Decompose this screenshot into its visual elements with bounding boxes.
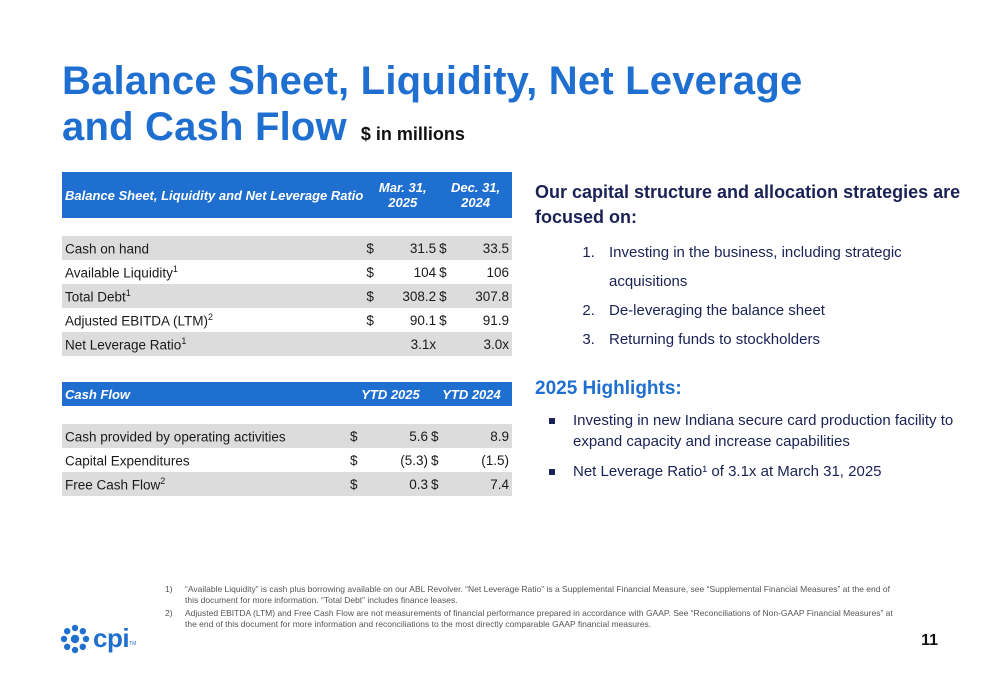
cash-flow-table [62, 382, 512, 496]
row-label: Free Cash Flow$^2$ [65, 475, 166, 493]
title-line-2: and Cash Flow [62, 105, 347, 149]
footnote [165, 584, 900, 606]
footnote [165, 608, 900, 630]
balance-table-header [62, 172, 512, 218]
value-mar-2025: 90.1 [409, 312, 437, 328]
dollar-sign: $ [439, 288, 447, 304]
value-dec-2024: 33.5 [482, 240, 509, 256]
table-row [62, 284, 512, 308]
value-dec-2024: 91.9 [482, 312, 509, 328]
footnote-number: 2) [165, 608, 173, 618]
col-header-dec-2024: Dec. 31, 2024 [439, 172, 512, 218]
square-bullet-icon [549, 469, 555, 475]
table-spacer [62, 406, 512, 424]
col-header-ytd-2025: YTD 2025 [350, 382, 431, 406]
value-ytd-2025: (5.3) [400, 452, 428, 468]
table-row [62, 332, 512, 356]
table-row [62, 260, 512, 284]
square-bullet-icon [549, 418, 555, 424]
table-row [62, 424, 512, 448]
value-dec-2024: 106 [486, 264, 509, 280]
dollar-sign: $ [439, 264, 447, 280]
dollar-sign: $ [431, 476, 439, 492]
value-mar-2025: 104 [413, 264, 437, 280]
dollar-sign: $ [366, 312, 374, 328]
dollar-sign: $ [350, 452, 358, 468]
value-mar-2025: 3.1x [410, 336, 437, 352]
value-ytd-2024: 8.9 [490, 428, 509, 444]
value-ytd-2025: 5.6 [409, 428, 428, 444]
col-header-ytd-2024: YTD 2024 [431, 382, 512, 406]
value-ytd-2024: 7.4 [490, 476, 509, 492]
footnote-text: Adjusted EBITDA (LTM) and Free Cash Flow are not measurements of financial performance prepared in accordance with GAAP. See “Reconciliations of Non-GAAP Financial Measures” at the end of this document for more information and reconciliations to the most directly comparable GAAP financial measures. [185, 608, 893, 629]
trademark-mark: TM [129, 641, 137, 647]
table-row [62, 472, 512, 496]
col-header-mar-2025: Mar. 31, 2025 [366, 172, 439, 218]
list-item: 1. Investing in the business, including strategic acquisitions [599, 238, 975, 296]
list-item: Net Leverage Ratio¹ of 3.1x at March 31, 2025 [549, 461, 975, 482]
list-item: 3. Returning funds to stockholders [599, 325, 975, 354]
dollar-sign: $ [350, 476, 358, 492]
cpi-logo [60, 623, 136, 654]
list-item: Investing in new Indiana secure card production facility to expand capacity and increase capabilities [549, 410, 975, 452]
value-ytd-2024: (1.5) [481, 452, 509, 468]
footnotes [165, 584, 900, 632]
title-line-1: Balance Sheet, Liquidity, Net Leverage [62, 59, 803, 103]
logo-text: cpi [93, 623, 130, 653]
table-spacer [62, 218, 512, 236]
cash-table-header [62, 382, 512, 406]
value-dec-2024: 3.0x [483, 336, 509, 352]
balance-sheet-table [62, 172, 512, 356]
row-label: Adjusted EBITDA (LTM)$^2$ [65, 311, 214, 329]
row-label: Net Leverage Ratio$^1$ [65, 335, 187, 353]
page-title [62, 58, 802, 157]
table-row [62, 448, 512, 472]
highlights-list [535, 410, 975, 482]
page-number: 11 [921, 632, 938, 649]
value-mar-2025: 308.2 [402, 288, 437, 304]
value-ytd-2025: 0.3 [409, 476, 428, 492]
strategy-list [535, 238, 975, 354]
dollar-sign: $ [431, 452, 439, 468]
cash-table-title: Cash Flow [62, 382, 350, 406]
row-label: Cash on hand [65, 241, 150, 257]
dollar-sign: $ [366, 264, 374, 280]
row-label: Capital Expenditures [65, 453, 190, 469]
dollar-sign: $ [439, 240, 447, 256]
footnote-number: 1) [165, 584, 173, 594]
row-label: Available Liquidity$^1$ [65, 263, 178, 281]
dollar-sign: $ [439, 312, 447, 328]
balance-table-title: Balance Sheet, Liquidity and Net Leverage Ratio [62, 172, 366, 218]
footnote-text: “Available Liquidity” is cash plus borrowing available on our ABL Revolver. “Net Leverage Ratio” is a Supplemental Financial Measure, see “Supplemental Financial Measures” at the end of this document for more information. “Total Debt” includes finance leases. [185, 584, 890, 605]
dollar-sign: $ [366, 240, 374, 256]
value-mar-2025: 31.5 [409, 240, 437, 256]
table-row [62, 236, 512, 260]
strategy-intro: Our capital structure and allocation strategies are focused on: [535, 182, 961, 227]
units-note: $ in millions [360, 124, 465, 144]
table-row [62, 308, 512, 332]
highlights-heading: 2025 Highlights: [535, 378, 682, 399]
dollar-sign: $ [366, 288, 374, 304]
cpi-logo-mark-icon [60, 624, 90, 654]
value-dec-2024: 307.8 [475, 288, 509, 304]
commentary-panel [535, 180, 975, 491]
row-label: Cash provided by operating activities [65, 429, 286, 445]
dollar-sign: $ [431, 428, 439, 444]
dollar-sign: $ [350, 428, 358, 444]
list-item: 2. De-leveraging the balance sheet [599, 296, 975, 325]
row-label: Total Debt$^1$ [65, 287, 131, 305]
